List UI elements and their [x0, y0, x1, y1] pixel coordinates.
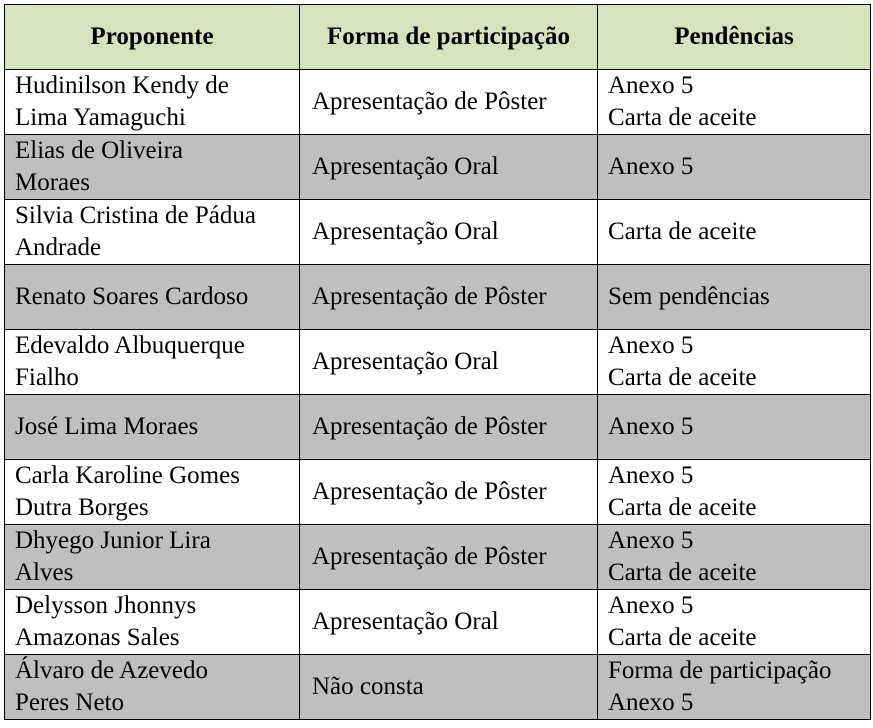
table-row	[5, 655, 871, 720]
table-row	[5, 395, 871, 460]
pendencia-line: Anexo 5	[608, 527, 694, 554]
pendencia-line: Anexo 5	[608, 689, 694, 716]
pendencias-cell	[598, 395, 871, 460]
proponente-line: Elias de Oliveira	[15, 137, 183, 164]
proponente-line: Silvia Cristina de Pádua	[15, 202, 256, 229]
table-row	[5, 135, 871, 200]
forma-cell: Não consta	[300, 655, 598, 720]
forma-cell: Apresentação de Pôster	[300, 265, 598, 330]
pendencia-line: Sem pendências	[608, 283, 770, 310]
header-proponente: Proponente	[5, 5, 300, 70]
pendencias-cell	[598, 590, 871, 655]
pendencias-cell	[598, 135, 871, 200]
header-pendencias: Pendências	[598, 5, 871, 70]
proponente-cell	[5, 525, 300, 590]
forma-cell: Apresentação de Pôster	[300, 525, 598, 590]
proponente-line: Peres Neto	[15, 689, 124, 716]
proponente-line: Álvaro de Azevedo	[15, 657, 208, 684]
proponente-cell	[5, 655, 300, 720]
proponente-line: José Lima Moraes	[15, 413, 199, 440]
forma-cell: Apresentação Oral	[300, 135, 598, 200]
table-row	[5, 200, 871, 265]
pendencias-table	[4, 4, 871, 720]
header-row	[5, 5, 871, 70]
pendencia-line: Carta de aceite	[608, 104, 757, 131]
pendencia-line: Anexo 5	[608, 72, 694, 99]
pendencias-cell	[598, 460, 871, 525]
pendencias-cell	[598, 200, 871, 265]
table-row	[5, 525, 871, 590]
forma-cell: Apresentação de Pôster	[300, 70, 598, 135]
proponente-line: Alves	[15, 559, 74, 586]
pendencia-line: Carta de aceite	[608, 364, 757, 391]
pendencias-cell	[598, 525, 871, 590]
pendencia-line: Anexo 5	[608, 413, 694, 440]
proponente-line: Carla Karoline Gomes	[15, 462, 240, 489]
proponente-line: Andrade	[15, 234, 102, 261]
pendencias-cell	[598, 70, 871, 135]
table-row	[5, 460, 871, 525]
proponente-cell	[5, 70, 300, 135]
proponente-line: Delysson Jhonnys	[15, 592, 197, 619]
proponente-cell	[5, 135, 300, 200]
table-row	[5, 70, 871, 135]
forma-cell: Apresentação Oral	[300, 200, 598, 265]
pendencia-line: Anexo 5	[608, 462, 694, 489]
forma-cell: Apresentação Oral	[300, 590, 598, 655]
pendencia-line: Anexo 5	[608, 332, 694, 359]
pendencias-cell	[598, 330, 871, 395]
proponente-line: Lima Yamaguchi	[15, 104, 186, 131]
pendencia-line: Anexo 5	[608, 592, 694, 619]
pendencia-line: Carta de aceite	[608, 218, 757, 245]
proponente-cell	[5, 590, 300, 655]
proponente-line: Amazonas Sales	[15, 624, 180, 651]
pendencia-line: Carta de aceite	[608, 494, 757, 521]
proponente-line: Hudinilson Kendy de	[15, 72, 229, 99]
pendencia-line: Carta de aceite	[608, 624, 757, 651]
forma-cell: Apresentação de Pôster	[300, 395, 598, 460]
table-row	[5, 590, 871, 655]
proponente-cell	[5, 200, 300, 265]
proponente-cell	[5, 265, 300, 330]
pendencias-cell	[598, 655, 871, 720]
pendencia-line: Anexo 5	[608, 153, 694, 180]
proponente-line: Renato Soares Cardoso	[15, 283, 249, 310]
proponente-line: Edevaldo Albuquerque	[15, 332, 245, 359]
pendencia-line: Forma de participação	[608, 657, 832, 684]
table-row	[5, 330, 871, 395]
proponente-line: Moraes	[15, 169, 90, 196]
proponente-cell	[5, 395, 300, 460]
proponente-cell	[5, 460, 300, 525]
forma-cell: Apresentação de Pôster	[300, 460, 598, 525]
table-row	[5, 265, 871, 330]
proponente-cell	[5, 330, 300, 395]
forma-cell: Apresentação Oral	[300, 330, 598, 395]
proponente-line: Fialho	[15, 364, 79, 391]
pendencia-line: Carta de aceite	[608, 559, 757, 586]
header-forma-de-participacao: Forma de participação	[300, 5, 598, 70]
proponente-line: Dutra Borges	[15, 494, 149, 521]
pendencias-cell	[598, 265, 871, 330]
proponente-line: Dhyego Junior Lira	[15, 527, 211, 554]
